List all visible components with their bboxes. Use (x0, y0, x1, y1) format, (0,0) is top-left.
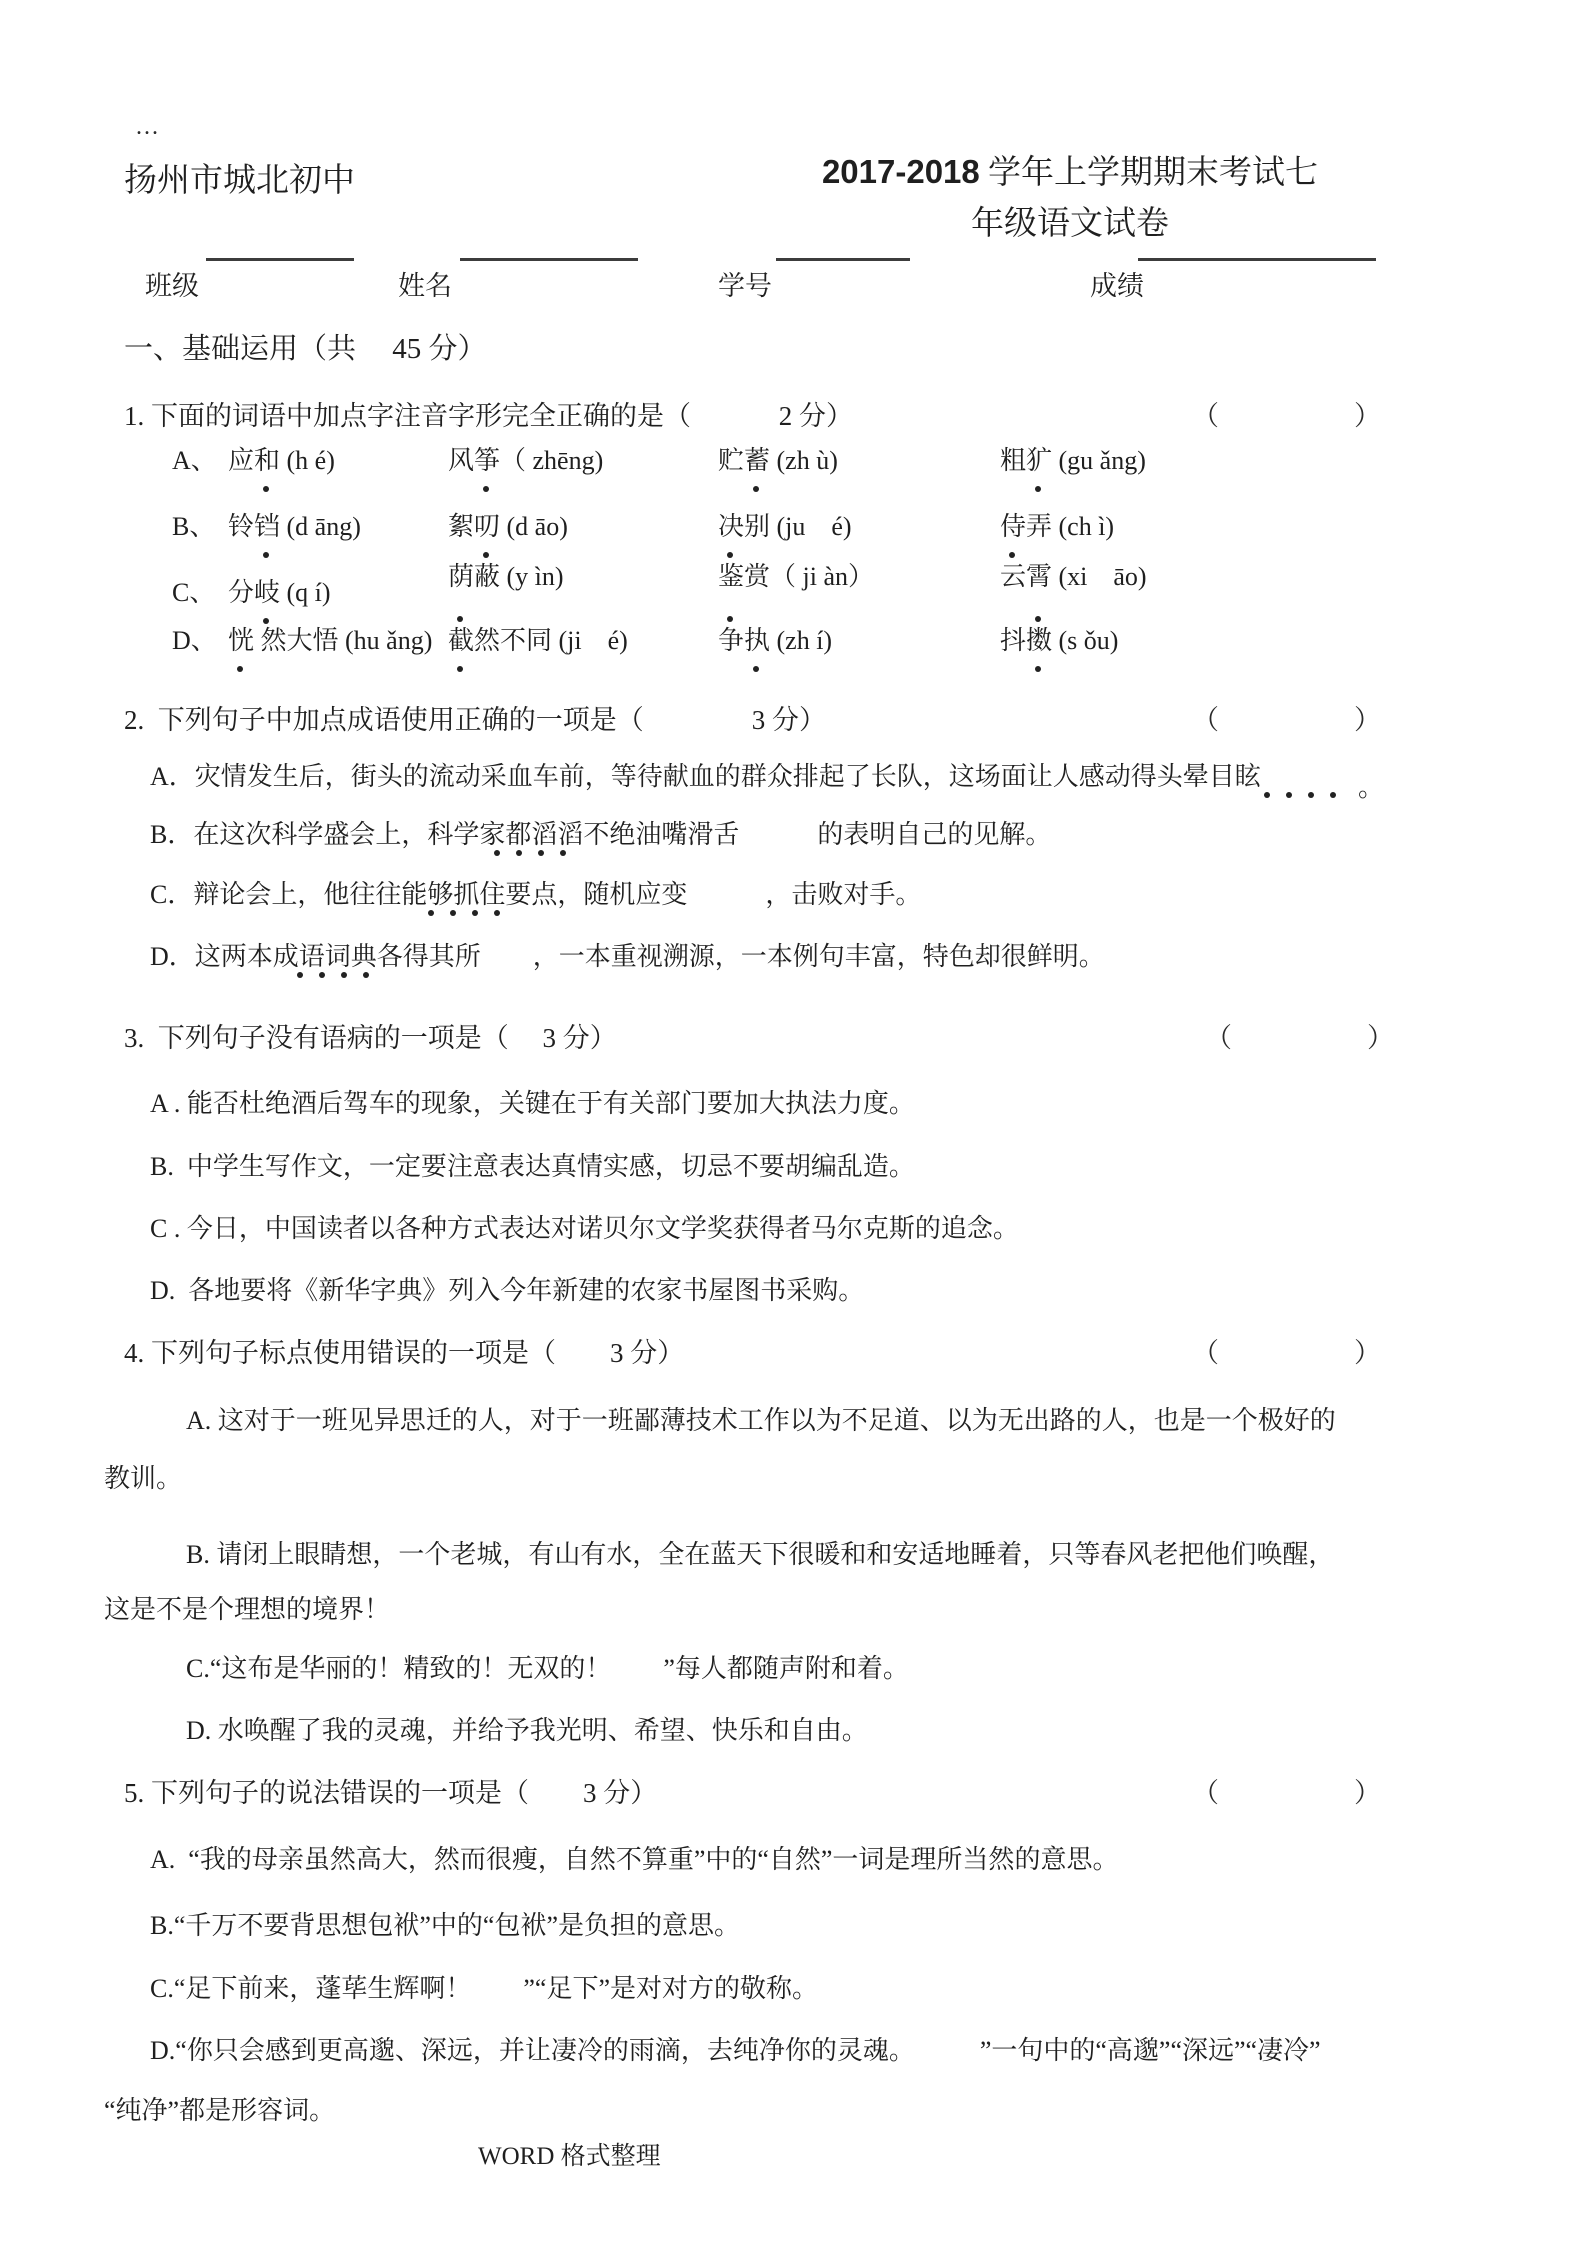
q3-option-c: C . 今日，中国读者以各种方式表达对诺贝尔文学奖获得者马尔克斯的追念。 (150, 1214, 1019, 1243)
q2-emphasis-dots-c (428, 906, 516, 920)
emphasis-dot (1308, 792, 1314, 798)
exam-title-year: 2017-2018 (821, 153, 980, 190)
question-5-stem: 5. 下列句子的说法错误的一项是（ 3 分） (124, 1778, 658, 1808)
field-label-student-number: 学号 (718, 271, 772, 301)
word-item (718, 506, 852, 543)
word-item (1000, 620, 1118, 657)
emphasis-dot (560, 850, 566, 856)
q5-option-a: A. “我的母亲虽然高大，然而很瘦，自然不算重”中的“自然”一词是理所当然的意思。 (150, 1845, 1119, 1874)
word-text: 分岐 (q í) (228, 578, 331, 607)
field-label-score: 成绩 (1090, 271, 1144, 301)
emphasis-dot (237, 666, 243, 672)
word-text: 应和 (h é) (228, 446, 335, 475)
answer-parens-3: （ ） (1205, 1023, 1394, 1053)
exam-title-line2: 年级语文试卷 (971, 206, 1169, 243)
q3-option-b: B. 中学生写作文，一定要注意表达真情实感，切忌不要胡编乱造。 (150, 1152, 915, 1181)
word-item (228, 572, 331, 609)
word-text: 云霄 (xi āo) (1000, 562, 1147, 591)
section-heading: 一、基础运用（共 45 分） (124, 333, 487, 365)
emphasis-dot (753, 486, 759, 492)
emphasis-dot (341, 972, 347, 978)
word-text: 侍弄 (ch ì) (1000, 512, 1115, 541)
emphasis-dot (263, 552, 269, 558)
option-label: D、 (172, 626, 217, 655)
q3-option-d: D. 各地要将《新华字典》列入今年新建的农家书屋图书采购。 (150, 1276, 865, 1305)
word-text: 贮蓄 (zh ù) (718, 446, 838, 475)
answer-parens-2: （ ） (1192, 705, 1381, 735)
q1-row-a (172, 440, 1432, 480)
option-label: B、 (172, 512, 216, 541)
emphasis-dot (494, 910, 500, 916)
q5-option-d-line2: “纯净”都是形容词。 (104, 2096, 336, 2125)
q4-option-b-line1: B. 请闭上眼睛想，一个老城，有山有水，全在蓝天下很暖和和安适地睡着，只等春风老把他们唤醒， (186, 1540, 1335, 1569)
answer-parens-1: （ ） (1192, 401, 1381, 431)
emphasis-dot (472, 910, 478, 916)
emphasis-dot (494, 850, 500, 856)
word-item (1000, 506, 1114, 543)
q5-option-b: B.“千万不要背思想包袱”中的“包袱”是负担的意思。 (150, 1911, 741, 1940)
word-text: 争执 (zh í) (718, 626, 833, 655)
emphasis-dot (297, 972, 303, 978)
q2-option-d: D．这两本成语词典各得其所 ，一本重视溯源，一本例句丰富，特色却很鲜明。 (150, 942, 1105, 971)
emphasis-dot (457, 666, 463, 672)
q2-emphasis-dots-a (1264, 772, 1385, 802)
field-blank-name (460, 258, 638, 261)
word-item (718, 620, 832, 657)
emphasis-dot (753, 666, 759, 672)
option-label: A、 (172, 446, 217, 475)
field-blank-class (206, 258, 354, 261)
q2-emphasis-dots-b (494, 846, 582, 860)
word-item (448, 620, 628, 657)
word-item (228, 620, 432, 657)
emphasis-dot (516, 850, 522, 856)
school-name: 扬州市城北初中 (124, 163, 355, 199)
emphasis-dot (483, 486, 489, 492)
word-text: 铃铛 (d āng) (228, 512, 361, 541)
field-blank-score (1138, 258, 1376, 261)
emphasis-dot (319, 972, 325, 978)
q4-option-a-line1: A. 这对于一班见异思迁的人，对于一班鄙薄技术工作以为不足道、以为无出路的人，也是一个极好的 (186, 1406, 1336, 1435)
emphasis-dot (428, 910, 434, 916)
question-3-stem: 3. 下列句子没有语病的一项是（ 3 分） (124, 1023, 617, 1053)
word-text: 鉴赏（ ji àn） (718, 562, 874, 591)
q3-option-a: A . 能否杜绝酒后驾车的现象，关键在于有关部门要加大执法力度。 (150, 1089, 915, 1118)
emphasis-dot (1035, 666, 1041, 672)
q4-option-d: D. 水唤醒了我的灵魂，并给予我光明、希望、快乐和自由。 (186, 1716, 868, 1745)
word-text: 截然不同 (ji é) (448, 626, 628, 655)
word-item (448, 440, 603, 477)
page-corner-ellipsis: ... (136, 114, 160, 140)
word-text: 粗犷 (gu ǎng) (1000, 446, 1146, 475)
q1-row-c (172, 562, 1432, 612)
q5-option-c: C.“足下前来，蓬荜生辉啊！ ”“足下”是对对方的敬称。 (150, 1974, 819, 2003)
q2-option-c: C．辩论会上，他往往能够抓住要点，随机应变 ，击败对手。 (150, 880, 922, 909)
word-item (448, 556, 564, 593)
exam-title (745, 146, 1395, 250)
q1-row-d (172, 620, 1432, 660)
emphasis-dot (1286, 792, 1292, 798)
word-text: 抖擞 (s ǒu) (1000, 626, 1119, 655)
period-mark: 。 (1358, 772, 1385, 802)
answer-parens-5: （ ） (1192, 1778, 1381, 1808)
word-item (718, 440, 838, 477)
q1-row-b (172, 506, 1432, 546)
word-text: 决别 (ju é) (718, 512, 852, 541)
q4-option-a-line2: 教训。 (104, 1464, 183, 1493)
option-label: C、 (172, 578, 216, 607)
emphasis-dot (363, 972, 369, 978)
word-text: 絮叨 (d āo) (448, 512, 568, 541)
question-2-stem: 2. 下列句子中加点成语使用正确的一项是（ 3 分） (124, 705, 826, 735)
q4-option-b-line2: 这是不是个理想的境界！ (104, 1595, 391, 1624)
exam-title-line1 (745, 146, 1395, 199)
word-item (1000, 440, 1146, 477)
emphasis-dot (1264, 792, 1270, 798)
field-label-class: 班级 (145, 271, 199, 301)
field-blank-student-number (776, 258, 910, 261)
word-item (228, 506, 361, 543)
q5-option-d-line1: D.“你只会感到更高邈、深远，并让凄冷的雨滴，去纯净你的灵魂。 ”一句中的“高邈”“深远”“凄冷” (150, 2036, 1321, 2065)
word-item (228, 440, 335, 477)
q2-option-a: A．灾情发生后，街头的流动采血车前，等待献血的群众排起了长队，这场面让人感动得头晕目眩 (150, 762, 1261, 791)
word-item (448, 506, 568, 543)
q4-option-c: C.“这布是华丽的！精致的！无双的！ ”每人都随声附和着。 (186, 1654, 909, 1683)
question-4-stem: 4. 下列句子标点使用错误的一项是（ 3 分） (124, 1338, 685, 1368)
answer-parens-4: （ ） (1192, 1338, 1381, 1368)
emphasis-dot (1330, 792, 1336, 798)
word-text: 风筝（ zhēng) (448, 446, 604, 475)
emphasis-dot (1035, 486, 1041, 492)
emphasis-dot (450, 910, 456, 916)
word-item (1000, 556, 1147, 593)
word-item (718, 556, 874, 593)
emphasis-dot (538, 850, 544, 856)
word-text: 恍 然大悟 (hu ǎng) (228, 626, 433, 655)
field-label-name: 姓名 (398, 271, 452, 301)
q2-option-b: B．在这次科学盛会上，科学家都滔滔不绝油嘴滑舌 的表明自己的见解。 (150, 820, 1052, 849)
question-1-stem: 1. 下面的词语中加点字注音字形完全正确的是（ 2 分） (124, 401, 853, 431)
q2-emphasis-dots-d (297, 968, 385, 982)
word-text: 荫蔽 (y ìn) (448, 562, 564, 591)
footer-note: WORD 格式整理 (478, 2143, 661, 2170)
exam-title-text: 学年上学期期末考试七 (979, 155, 1319, 191)
emphasis-dot (263, 486, 269, 492)
